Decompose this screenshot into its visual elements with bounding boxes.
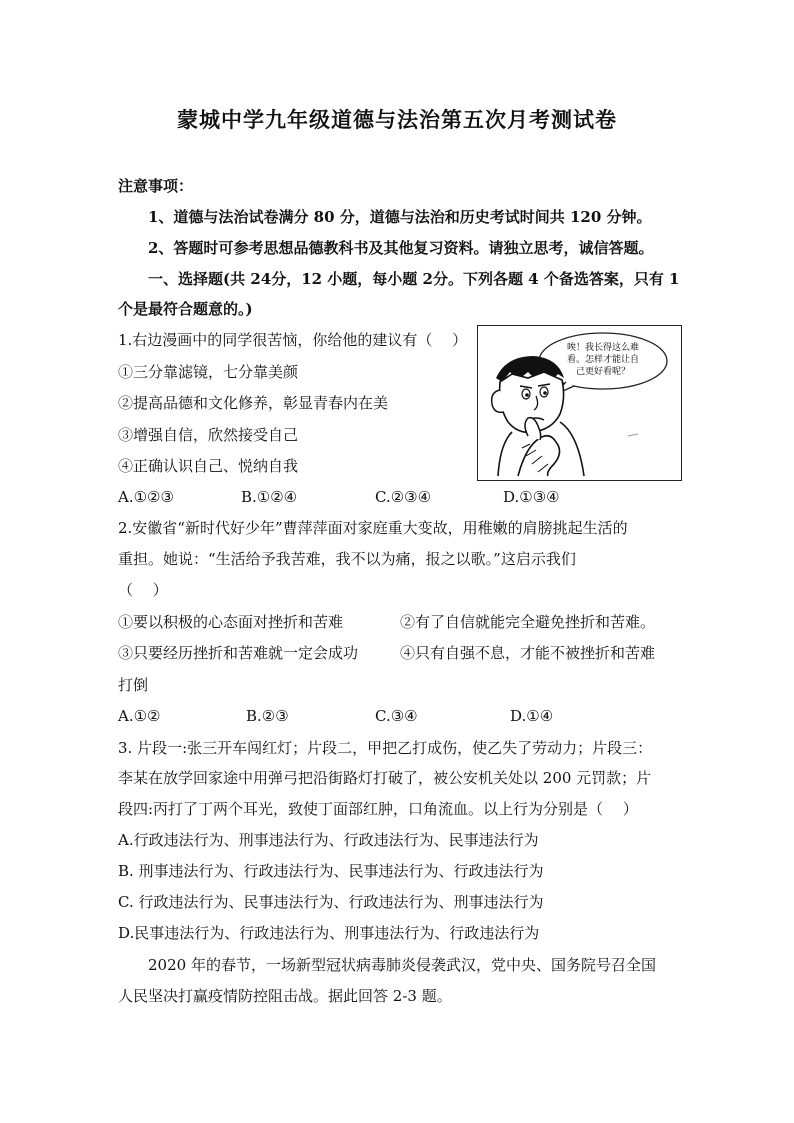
q2-option-d: D.①④ <box>510 707 554 725</box>
q2-option-a: A.①② <box>118 707 161 725</box>
q2-item-4: ④只有自强不息，才能不被挫折和苦难 <box>400 644 656 662</box>
q1-item-1: ①三分靠滤镜，七分靠美颜 <box>118 363 299 381</box>
q2-item-4-cont: 打倒 <box>118 676 149 694</box>
q2-option-b: B.②③ <box>246 707 289 725</box>
section-heading-line2: 个是最符合题意的。) <box>118 300 253 318</box>
q3-option-c: C. 行政违法行为、民事违法行为、行政违法行为、刑事违法行为 <box>118 893 544 911</box>
q1-item-4: ④正确认识自己、悦纳自我 <box>118 457 299 475</box>
q2-option-c: C.③④ <box>375 707 418 725</box>
q1-option-d: D.①③④ <box>503 488 560 506</box>
cartoon-illustration <box>478 326 680 479</box>
notice-item-2: 2、答题时可参考思想品德教科书及其他复习资料。请独立思考，诚信答题。 <box>148 239 654 257</box>
section-heading-line1: 一、选择题(共 24分，12 小题，每小题 2分。下列各题 4 个备选答案，只有 1 <box>148 270 680 288</box>
material-line1: 2020 年的春节，一场新型冠状病毒肺炎侵袭武汉，党中央、国务院号召全国 <box>148 956 656 974</box>
speech-line-3: 己更好看呢？ <box>575 367 631 377</box>
q2-item-3: ③只要经历挫折和苦难就一定会成功 <box>118 644 359 662</box>
boy-arm <box>518 436 560 476</box>
page-title: 蒙城中学九年级道德与法治第五次月考测试卷 <box>177 107 617 132</box>
q1-item-2: ②提高品德和文化修养，彰显青春内在美 <box>118 394 389 412</box>
q1-option-b: B.①②④ <box>241 488 298 506</box>
q2-stem-line1: 2.安徽省“新时代好少年”曹萍萍面对家庭重大变故，用稚嫩的肩膀挑起生活的 <box>118 519 628 537</box>
q3-option-d: D.民事违法行为、行政违法行为、刑事违法行为、行政违法行为 <box>118 924 540 942</box>
q3-option-b: B. 刑事违法行为、行政违法行为、民事违法行为、行政违法行为 <box>118 862 544 880</box>
q1-cartoon <box>477 325 682 481</box>
q3-stem-line1: 3. 片段一:张三开车闯红灯；片段二，甲把乙打成伤，使乙失了劳动力；片段三： <box>118 739 653 757</box>
q2-stem-line3: （ ） <box>118 581 168 599</box>
q2-stem-line2: 重担。她说：“生活给予我苦难，我不以为痛，报之以歌。”这启示我们 <box>118 550 576 568</box>
notice-heading: 注意事项： <box>118 177 194 195</box>
q1-item-3: ③增强自信，欣然接受自己 <box>118 426 299 444</box>
q3-option-a: A.行政违法行为、刑事违法行为、行政违法行为、民事违法行为 <box>118 831 539 849</box>
speech-line-2: 看。怎样才能让自 <box>566 355 640 365</box>
speech-line-1: 唉！我长得这么难 <box>566 343 640 353</box>
material-line2: 人民坚决打赢疫情防控阻击战。据此回答 2-3 题。 <box>118 987 452 1005</box>
q2-item-2: ②有了自信就能完全避免挫折和苦难。 <box>400 613 656 631</box>
q1-option-c: C.②③④ <box>375 488 432 506</box>
q1-option-a: A.①②③ <box>118 488 174 506</box>
notice-item-1: 1、道德与法治试卷满分 80 分，道德与法治和历史考试时间共 120 分钟。 <box>148 208 652 226</box>
q3-stem-line3: 段四:丙打了丁两个耳光，致使丁面部红肿，口角流血。以上行为分别是（ ） <box>118 800 638 818</box>
q2-item-1: ①要以积极的心态面对挫折和苦难 <box>118 613 344 631</box>
q3-stem-line2: 李某在放学回家途中用弹弓把沿街路灯打破了，被公安机关处以 200 元罚款；片 <box>118 769 652 787</box>
q1-stem: 1.右边漫画中的同学很苦恼，你给他的建议有（ ） <box>118 331 468 349</box>
